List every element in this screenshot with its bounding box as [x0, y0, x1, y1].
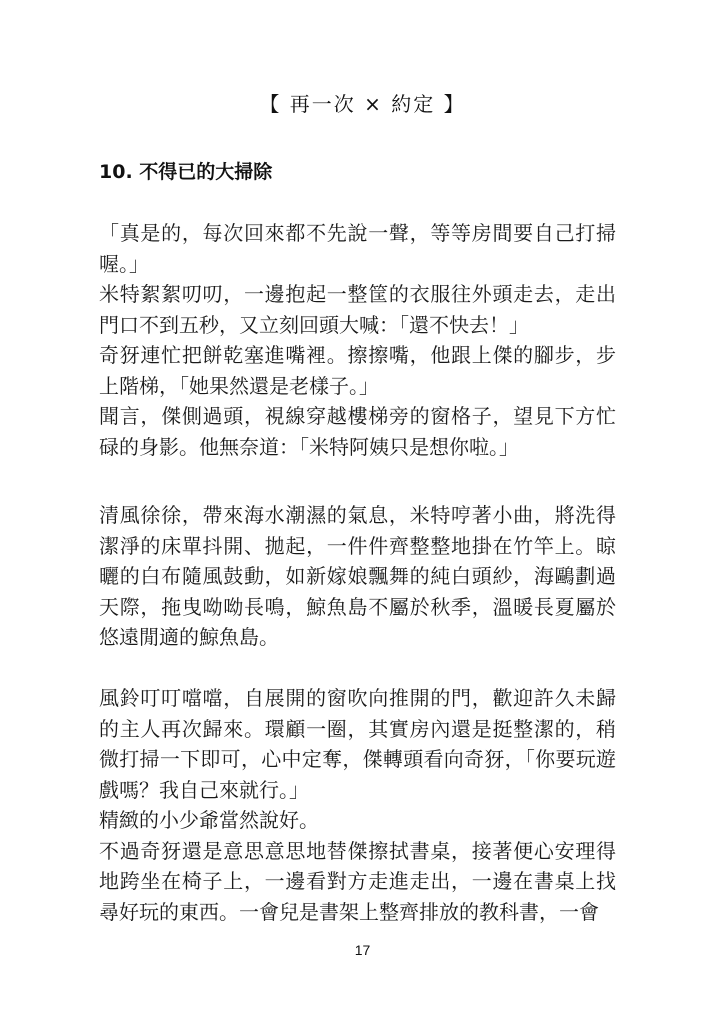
book-title: 【 再一次 × 約定 】 [259, 92, 466, 116]
text-block-1 [99, 218, 616, 462]
text-block-3 [99, 683, 616, 927]
paragraph: 「真是的，每次回來都不先說一聲，等等房間要自己打掃喔。」 [99, 221, 616, 276]
paragraph: 風鈴叮叮噹噹，自展開的窗吹向推開的門，歡迎許久未歸的主人再次歸來。環顧一圈，其實房內還是挺整潔的，稍微打掃一下即可，心中定奪，傑轉頭看向奇犽，「你要玩遊戲嗎？我自己來就行。」 [99, 686, 616, 802]
paragraph: 米特絮絮叨叨，一邊抱起一整筐的衣服往外頭走去，走出門口不到五秒，又立刻回頭大喊：「還不快去！」 [99, 282, 616, 337]
paragraph: 聞言，傑側過頭，視線穿越樓梯旁的窗格子，望見下方忙碌的身影。他無奈道：「米特阿姨只是想你啦。」 [99, 404, 616, 459]
text-block-2 [99, 500, 616, 653]
paragraph: 清風徐徐，帶來海水潮濕的氣息，米特哼著小曲，將洗得潔淨的床單抖開、拋起，一件件齊整整地掛在竹竿上。晾曬的白布隨風鼓動，如新嫁娘飄舞的純白頭紗，海鷗劃過天際，拖曳呦呦長鳴，鯨魚島不屬於秋季，溫暖長夏屬於悠遠閒適的鯨魚島。 [99, 503, 616, 649]
paragraph: 不過奇犽還是意思意思地替傑擦拭書桌，接著便心安理得地跨坐在椅子上，一邊看對方走進走出，一邊在書桌上找尋好玩的東西。一會兒是書架上整齊排放的教科書，一會 [99, 838, 616, 924]
paragraph: 奇犽連忙把餅乾塞進嘴裡。擦擦嘴，他跟上傑的腳步，步上階梯，「她果然還是老樣子。」 [99, 343, 616, 398]
paragraph: 精緻的小少爺當然說好。 [99, 808, 319, 832]
page-number: 17 [354, 942, 371, 958]
chapter-title: 10. 不得已的大掃除 [99, 161, 273, 183]
